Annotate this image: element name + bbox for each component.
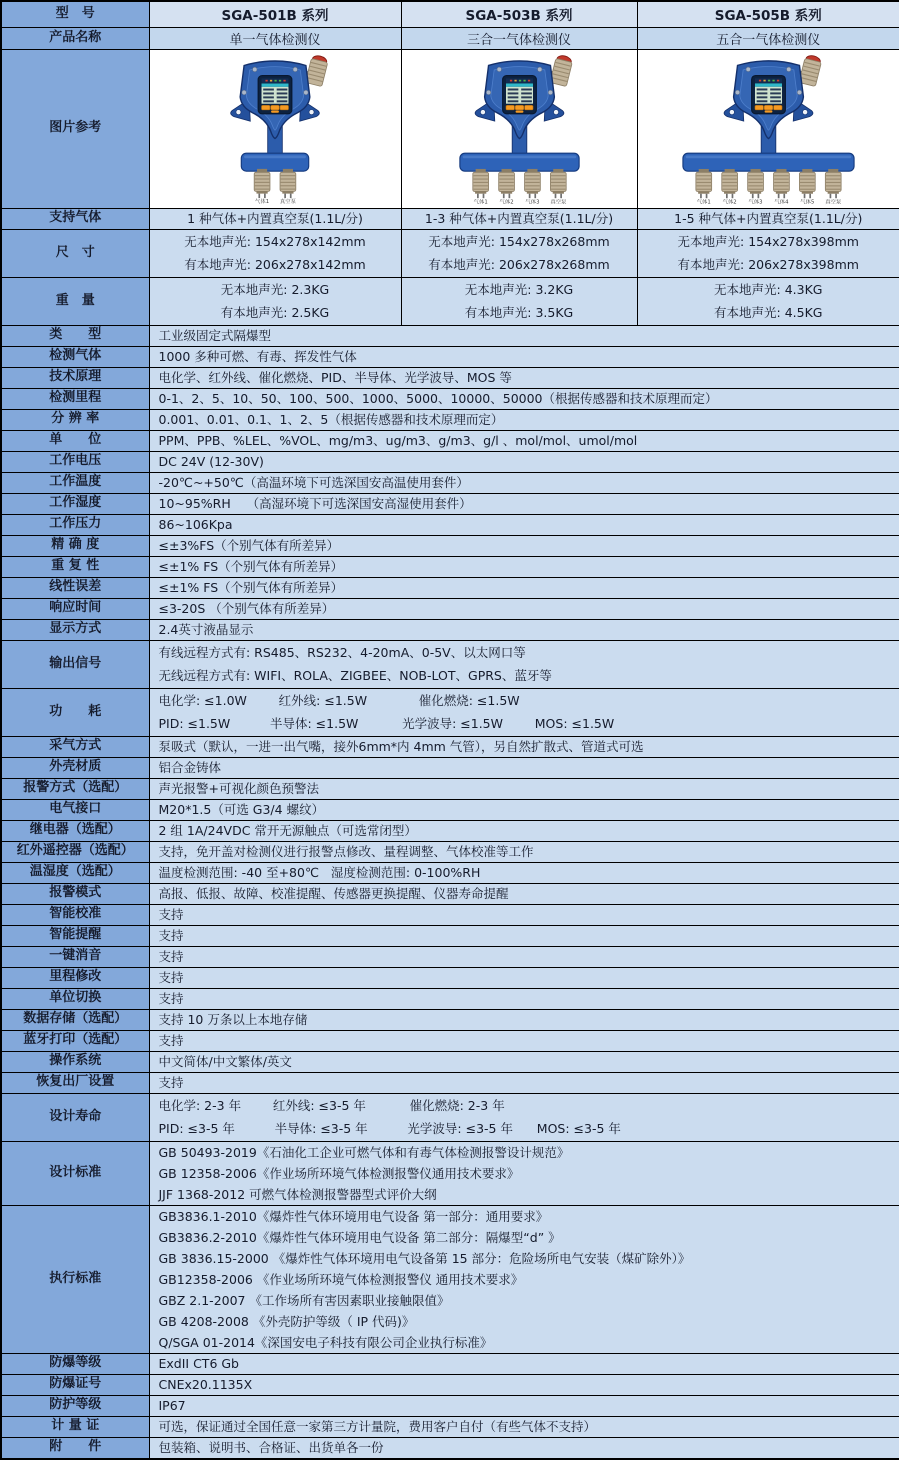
- spec-row: [1, 493, 899, 514]
- row-label: 恢复出厂设置: [1, 1072, 149, 1093]
- value-line: 支持，免开盖对检测仪进行报警点修改、量程调整、气体校准等工作: [159, 842, 891, 862]
- value-line: 有本地声光: 206x278x268mm: [406, 253, 633, 277]
- spec-row: [1, 346, 899, 367]
- row-label: 显示方式: [1, 619, 149, 640]
- spec-value: [149, 535, 899, 556]
- svg-text:真空泵: 真空泵: [280, 197, 297, 205]
- compare-cell: [401, 208, 637, 229]
- spec-value: [149, 925, 899, 946]
- value-line: 有本地声光: 4.5KG: [642, 301, 896, 325]
- spec-row: [1, 736, 899, 757]
- value-line: ≤±3%FS（个别气体有所差异）: [159, 536, 891, 556]
- compare-row: [1, 208, 899, 229]
- spec-value: [149, 514, 899, 535]
- spec-value: [149, 778, 899, 799]
- row-label: 智能校准: [1, 904, 149, 925]
- model-row: [1, 1, 899, 27]
- row-label: 防护等级: [1, 1395, 149, 1416]
- row-label: 执行标准: [1, 1205, 149, 1353]
- spec-row: [1, 619, 899, 640]
- value-line: 10~95%RH （高湿环境下可选深国安高湿使用套件）: [159, 494, 891, 514]
- spec-row: [1, 1141, 899, 1205]
- spec-row: [1, 325, 899, 346]
- value-line: 1-5 种气体+内置真空泵(1.1L/分): [642, 209, 896, 229]
- spec-value: [149, 883, 899, 904]
- spec-value: [149, 388, 899, 409]
- value-line: 声光报警+可视化颜色预警法: [159, 779, 891, 799]
- value-line: 无本地声光: 4.3KG: [642, 278, 896, 302]
- value-line: GB 12358-2006《作业场所环境气体检测报警仪通用技术要求》: [159, 1163, 891, 1184]
- spec-row: [1, 1416, 899, 1437]
- spec-row: [1, 1030, 899, 1051]
- value-line: 可选，保证通过全国任意一家第三方计量院，费用客户自付（有些气体不支持）: [159, 1417, 891, 1437]
- value-line: 2.4英寸液晶显示: [159, 620, 891, 640]
- row-label: 报警方式（选配）: [1, 778, 149, 799]
- spec-value: [149, 598, 899, 619]
- value-line: 无本地声光: 154x278x268mm: [406, 230, 633, 254]
- spec-value: [149, 619, 899, 640]
- compare-cell: [637, 208, 899, 229]
- value-line: 铝合金铸体: [159, 758, 891, 778]
- spec-value: [149, 451, 899, 472]
- spec-row: [1, 925, 899, 946]
- spec-value: [149, 346, 899, 367]
- value-line: ≤3-20S （个别气体有所差异）: [159, 599, 891, 619]
- row-label: 防爆证号: [1, 1374, 149, 1395]
- spec-value: [149, 1072, 899, 1093]
- value-line: 有线远程方式有: RS485、RS232、4-20mA、0-5V、以太网口等: [159, 641, 891, 665]
- value-line: 支持: [159, 926, 891, 946]
- value-line: 支持: [159, 1031, 891, 1051]
- row-label: 计 量 证: [1, 1416, 149, 1437]
- spec-row: [1, 556, 899, 577]
- spec-row: [1, 577, 899, 598]
- spec-value: [149, 1093, 899, 1141]
- row-label: 分 辨 率: [1, 409, 149, 430]
- value-line: GB3836.2-2010《爆炸性气体环境用电气设备 第二部分：隔爆型“d” 》: [159, 1227, 891, 1248]
- compare-row: [1, 229, 899, 277]
- spec-row: [1, 688, 899, 736]
- product-name-1: 单一气体检测仪: [149, 27, 401, 49]
- spec-value: [149, 1009, 899, 1030]
- value-line: GB 4208-2008 《外壳防护等级（ IP 代码)》: [159, 1311, 891, 1332]
- spec-value: [149, 325, 899, 346]
- row-label: 单 位: [1, 430, 149, 451]
- value-line: 0-1、2、5、10、50、100、500、1000、5000、10000、50000（根据传感器和技术原理而定）: [159, 389, 891, 409]
- image-label: 图片参考: [1, 49, 149, 208]
- svg-text:气体3: 气体3: [525, 197, 539, 205]
- spec-row: [1, 640, 899, 688]
- compare-cell: [401, 277, 637, 325]
- spec-row: [1, 514, 899, 535]
- value-line: 温度检测范围: -40 至+80℃ 湿度检测范围: 0-100%RH: [159, 863, 891, 883]
- value-line: 有本地声光: 206x278x142mm: [154, 253, 397, 277]
- spec-value: [149, 736, 899, 757]
- value-line: 支持: [159, 947, 891, 967]
- row-label: 支持气体: [1, 208, 149, 229]
- svg-text:气体4: 气体4: [774, 197, 789, 205]
- value-line: GB3836.1-2010《爆炸性气体环境用电气设备 第一部分：通用要求》: [159, 1206, 891, 1227]
- row-label: 工作电压: [1, 451, 149, 472]
- svg-text:气体2: 气体2: [722, 197, 736, 205]
- svg-text:气体5: 气体5: [800, 197, 814, 205]
- value-line: Q/SGA 01-2014《深国安电子科技有限公司企业执行标准》: [159, 1332, 891, 1353]
- row-label: 数据存储（选配）: [1, 1009, 149, 1030]
- compare-cell: [401, 229, 637, 277]
- svg-text:气体2: 气体2: [499, 197, 513, 205]
- value-line: 电化学、红外线、催化燃烧、PID、半导体、光学波导、MOS 等: [159, 368, 891, 388]
- spec-row: [1, 946, 899, 967]
- value-line: 有本地声光: 3.5KG: [406, 301, 633, 325]
- compare-cell: [149, 277, 401, 325]
- row-label: 操作系统: [1, 1051, 149, 1072]
- spec-row: [1, 472, 899, 493]
- value-line: 支持 10 万条以上本地存储: [159, 1010, 891, 1030]
- spec-row: [1, 1395, 899, 1416]
- spec-row: [1, 820, 899, 841]
- value-line: 支持: [159, 989, 891, 1009]
- series-name-1: SGA-501B 系列: [149, 1, 401, 27]
- value-line: ExdII CT6 Gb: [159, 1354, 891, 1374]
- row-label: 精 确 度: [1, 535, 149, 556]
- spec-value: [149, 493, 899, 514]
- value-line: 1000 多种可燃、有毒、挥发性气体: [159, 347, 891, 367]
- spec-value: [149, 904, 899, 925]
- row-label: 工作湿度: [1, 493, 149, 514]
- spec-row: [1, 904, 899, 925]
- row-label: 技术原理: [1, 367, 149, 388]
- spec-value: [149, 820, 899, 841]
- row-label: 检测里程: [1, 388, 149, 409]
- row-label: 响应时间: [1, 598, 149, 619]
- value-line: 高报、低报、故障、校准提醒、传感器更换提醒、仪器寿命提醒: [159, 884, 891, 904]
- series-name-3: SGA-505B 系列: [637, 1, 899, 27]
- product-image-3: [637, 49, 899, 208]
- spec-value: [149, 1437, 899, 1459]
- value-line: 无本地声光: 154x278x142mm: [154, 230, 397, 254]
- row-label: 一键消音: [1, 946, 149, 967]
- value-line: 支持: [159, 905, 891, 925]
- row-label: 设计标准: [1, 1141, 149, 1205]
- spec-value: [149, 472, 899, 493]
- svg-text:气体1: 气体1: [473, 197, 487, 205]
- spec-row: [1, 862, 899, 883]
- svg-text:气体3: 气体3: [748, 197, 762, 205]
- value-line: DC 24V (12-30V): [159, 452, 891, 472]
- svg-text:气体1: 气体1: [255, 197, 269, 205]
- row-label: 电气接口: [1, 799, 149, 820]
- spec-row: [1, 778, 899, 799]
- spec-row: [1, 598, 899, 619]
- row-label: 里程修改: [1, 967, 149, 988]
- value-line: 电化学: 2-3 年 红外线: ≤3-5 年 催化燃烧: 2-3 年: [159, 1094, 891, 1118]
- spec-value: [149, 1205, 899, 1353]
- value-line: 工业级固定式隔爆型: [159, 326, 891, 346]
- spec-row: [1, 388, 899, 409]
- spec-value: [149, 967, 899, 988]
- value-line: CNEx20.1135X: [159, 1375, 891, 1395]
- spec-row: [1, 1353, 899, 1374]
- value-line: 无本地声光: 3.2KG: [406, 278, 633, 302]
- spec-row: [1, 883, 899, 904]
- row-label: 设计寿命: [1, 1093, 149, 1141]
- row-label: 采气方式: [1, 736, 149, 757]
- value-line: 无本地声光: 154x278x398mm: [642, 230, 896, 254]
- row-label: 工作压力: [1, 514, 149, 535]
- spec-row: [1, 841, 899, 862]
- row-label: 外壳材质: [1, 757, 149, 778]
- spec-value: [149, 1374, 899, 1395]
- value-line: 1 种气体+内置真空泵(1.1L/分): [154, 209, 397, 229]
- row-label: 红外遥控器（选配）: [1, 841, 149, 862]
- svg-text:真空泵: 真空泵: [550, 197, 567, 205]
- row-label: 防爆等级: [1, 1353, 149, 1374]
- row-label: 工作温度: [1, 472, 149, 493]
- value-line: JJF 1368-2012 可燃气体检测报警器型式评价大纲: [159, 1184, 891, 1205]
- value-line: 电化学: ≤1.0W 红外线: ≤1.5W 催化燃烧: ≤1.5W: [159, 689, 891, 713]
- spec-value: [149, 841, 899, 862]
- row-label: 重 量: [1, 277, 149, 325]
- row-label: 尺 寸: [1, 229, 149, 277]
- spec-row: [1, 430, 899, 451]
- row-label: 报警模式: [1, 883, 149, 904]
- compare-cell: [149, 208, 401, 229]
- value-line: 无线远程方式有: WIFI、ROLA、ZIGBEE、NOB-LOT、GPRS、蓝牙等: [159, 664, 891, 688]
- spec-value: [149, 430, 899, 451]
- row-label: 智能提醒: [1, 925, 149, 946]
- value-line: GB12358-2006 《作业场所环境气体检测报警仪 通用技术要求》: [159, 1269, 891, 1290]
- compare-cell: [637, 277, 899, 325]
- value-line: IP67: [159, 1396, 891, 1416]
- value-line: 86~106Kpa: [159, 515, 891, 535]
- gas-detector-illustration: [402, 53, 637, 205]
- value-line: 无本地声光: 2.3KG: [154, 278, 397, 302]
- image-row: [1, 49, 899, 208]
- gas-detector-illustration: [150, 53, 401, 205]
- spec-row: [1, 535, 899, 556]
- spec-row: [1, 1009, 899, 1030]
- svg-text:真空泵: 真空泵: [825, 197, 842, 205]
- spec-row: [1, 451, 899, 472]
- spec-row: [1, 967, 899, 988]
- spec-row: [1, 1374, 899, 1395]
- spec-value: [149, 556, 899, 577]
- spec-value: [149, 1416, 899, 1437]
- value-line: ≤±1% FS（个别气体有所差异）: [159, 578, 891, 598]
- spec-value: [149, 1051, 899, 1072]
- row-label: 继电器（选配）: [1, 820, 149, 841]
- product-row: [1, 27, 899, 49]
- spec-value: [149, 1141, 899, 1205]
- spec-row: [1, 1051, 899, 1072]
- product-image-2: [401, 49, 637, 208]
- row-label: 线性误差: [1, 577, 149, 598]
- row-label: 蓝牙打印（选配）: [1, 1030, 149, 1051]
- value-line: 泵吸式（默认，一进一出气嘴，接外6mm*内 4mm 气管），另自然扩散式、管道式可选: [159, 737, 891, 757]
- compare-cell: [149, 229, 401, 277]
- value-line: PID: ≤1.5W 半导体: ≤1.5W 光学波导: ≤1.5W MOS: ≤1.5W: [159, 712, 891, 736]
- value-line: PID: ≤3-5 年 半导体: ≤3-5 年 光学波导: ≤3-5 年 MOS: ≤3-5 年: [159, 1117, 891, 1141]
- value-line: 1-3 种气体+内置真空泵(1.1L/分): [406, 209, 633, 229]
- value-line: -20℃~+50℃（高温环境下可选深国安高温使用套件）: [159, 473, 891, 493]
- value-line: ≤±1% FS（个别气体有所差异）: [159, 557, 891, 577]
- spec-value: [149, 988, 899, 1009]
- svg-text:气体1: 气体1: [696, 197, 710, 205]
- value-line: 支持: [159, 968, 891, 988]
- spec-value: [149, 409, 899, 430]
- value-line: 包装箱、说明书、合格证、出货单各一份: [159, 1438, 891, 1458]
- spec-value: [149, 757, 899, 778]
- gas-detector-illustration: [638, 53, 899, 205]
- spec-row: [1, 1437, 899, 1459]
- model-label: 型 号: [1, 1, 149, 27]
- spec-row: [1, 1205, 899, 1353]
- value-line: GBZ 2.1-2007 《工作场所有害因素职业接触限值》: [159, 1290, 891, 1311]
- spec-row: [1, 757, 899, 778]
- spec-row: [1, 1072, 899, 1093]
- value-line: 2 组 1A/24VDC 常开无源触点（可选常闭型）: [159, 821, 891, 841]
- spec-value: [149, 799, 899, 820]
- row-label: 附 件: [1, 1437, 149, 1459]
- value-line: 有本地声光: 206x278x398mm: [642, 253, 896, 277]
- spec-value: [149, 577, 899, 598]
- spec-row: [1, 409, 899, 430]
- spec-value: [149, 1030, 899, 1051]
- value-line: PPM、PPB、%LEL、%VOL、mg/m3、ug/m3、g/m3、g/l 、mol/mol、umol/mol: [159, 431, 891, 451]
- row-label: 输出信号: [1, 640, 149, 688]
- value-line: M20*1.5（可选 G3/4 螺纹）: [159, 800, 891, 820]
- product-label: 产品名称: [1, 27, 149, 49]
- spec-value: [149, 946, 899, 967]
- row-label: 检测气体: [1, 346, 149, 367]
- product-name-2: 三合一气体检测仪: [401, 27, 637, 49]
- value-line: 支持: [159, 1073, 891, 1093]
- spec-value: [149, 1353, 899, 1374]
- value-line: GB 50493-2019《石油化工企业可燃气体和有毒气体检测报警设计规范》: [159, 1142, 891, 1163]
- value-line: GB 3836.15-2000 《爆炸性气体环境用电气设备第 15 部分：危险场所电气安装（煤矿除外）》: [159, 1248, 891, 1269]
- compare-cell: [637, 229, 899, 277]
- spec-value: [149, 862, 899, 883]
- row-label: 重 复 性: [1, 556, 149, 577]
- product-name-3: 五合一气体检测仪: [637, 27, 899, 49]
- spec-row: [1, 367, 899, 388]
- spec-row: [1, 1093, 899, 1141]
- product-image-1: [149, 49, 401, 208]
- series-name-2: SGA-503B 系列: [401, 1, 637, 27]
- row-label: 单位切换: [1, 988, 149, 1009]
- spec-value: [149, 1395, 899, 1416]
- row-label: 类 型: [1, 325, 149, 346]
- spec-value: [149, 640, 899, 688]
- value-line: 中文简体/中文繁体/英文: [159, 1052, 891, 1072]
- compare-row: [1, 277, 899, 325]
- spec-row: [1, 799, 899, 820]
- value-line: 有本地声光: 2.5KG: [154, 301, 397, 325]
- row-label: 温湿度（选配）: [1, 862, 149, 883]
- value-line: 0.001、0.01、0.1、1、2、5（根据传感器和技术原理而定）: [159, 410, 891, 430]
- spec-value: [149, 367, 899, 388]
- spec-row: [1, 988, 899, 1009]
- spec-value: [149, 688, 899, 736]
- row-label: 功 耗: [1, 688, 149, 736]
